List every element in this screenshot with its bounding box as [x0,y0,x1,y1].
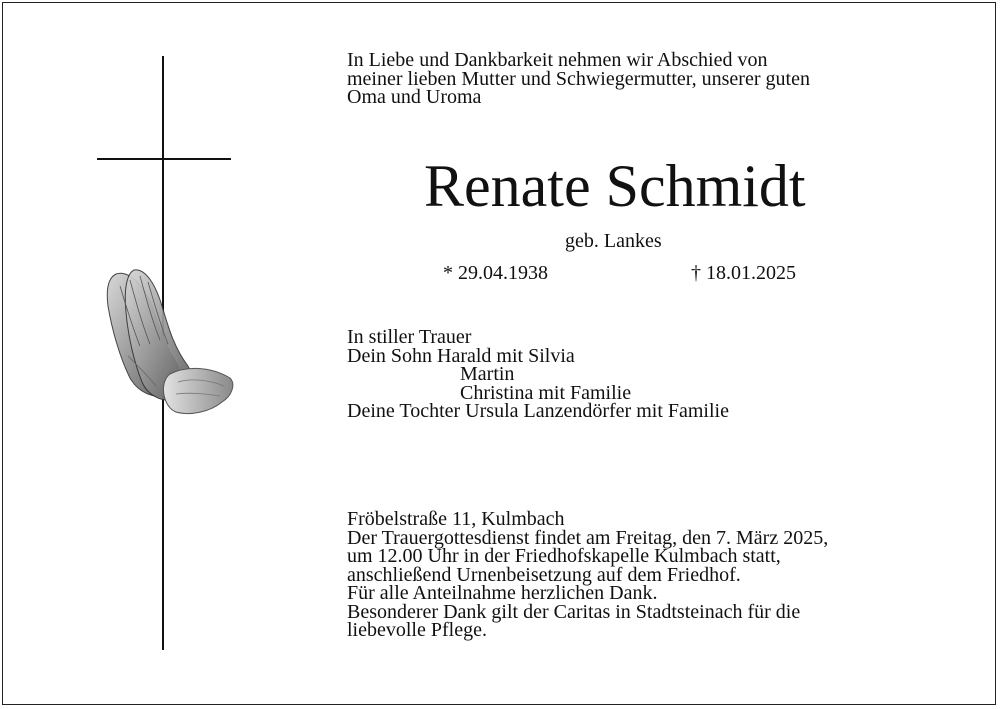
details-line: Der Trauergottesdienst findet am Freitag, den 7. März 2025, [347,526,829,549]
mourners-line: Martin [460,363,515,385]
praying-hands-icon [98,266,238,424]
intro-line: Oma und Uroma [347,86,482,108]
birth-date: * 29.04.1938 [443,262,548,284]
details-line: Für alle Anteilnahme herzlichen Dank. [347,582,658,604]
details-line: Fröbelstraße 11, Kulmbach [347,508,565,530]
mourners-line: In stiller Trauer [347,326,472,348]
details-line: anschließend Urnenbeisetzung auf dem Friedhof. [347,563,741,586]
service-details [347,510,828,640]
mourners-list [347,328,729,421]
cross-horizontal-bar [97,158,231,160]
details-line: um 12.00 Uhr in der Friedhofskapelle Kulmbach statt, [347,545,781,567]
deceased-name: Renate Schmidt [424,153,806,219]
mourners-line: Deine Tochter Ursula Lanzendörfer mit Familie [347,400,729,422]
intro-text [347,51,810,107]
details-line: liebevolle Pflege. [347,619,487,641]
mourners-line: Christina mit Familie [460,381,632,404]
maiden-name: geb. Lankes [565,230,662,252]
death-date: † 18.01.2025 [691,262,796,284]
details-line: Besonderer Dank gilt der Caritas in Stadtsteinach für die [347,600,801,623]
intro-line: In Liebe und Dankbarkeit nehmen wir Abschied von [347,49,768,71]
mourners-line: Dein Sohn Harald mit Silvia [347,344,575,367]
intro-line: meiner lieben Mutter und Schwiegermutter, unserer guten [347,67,810,90]
